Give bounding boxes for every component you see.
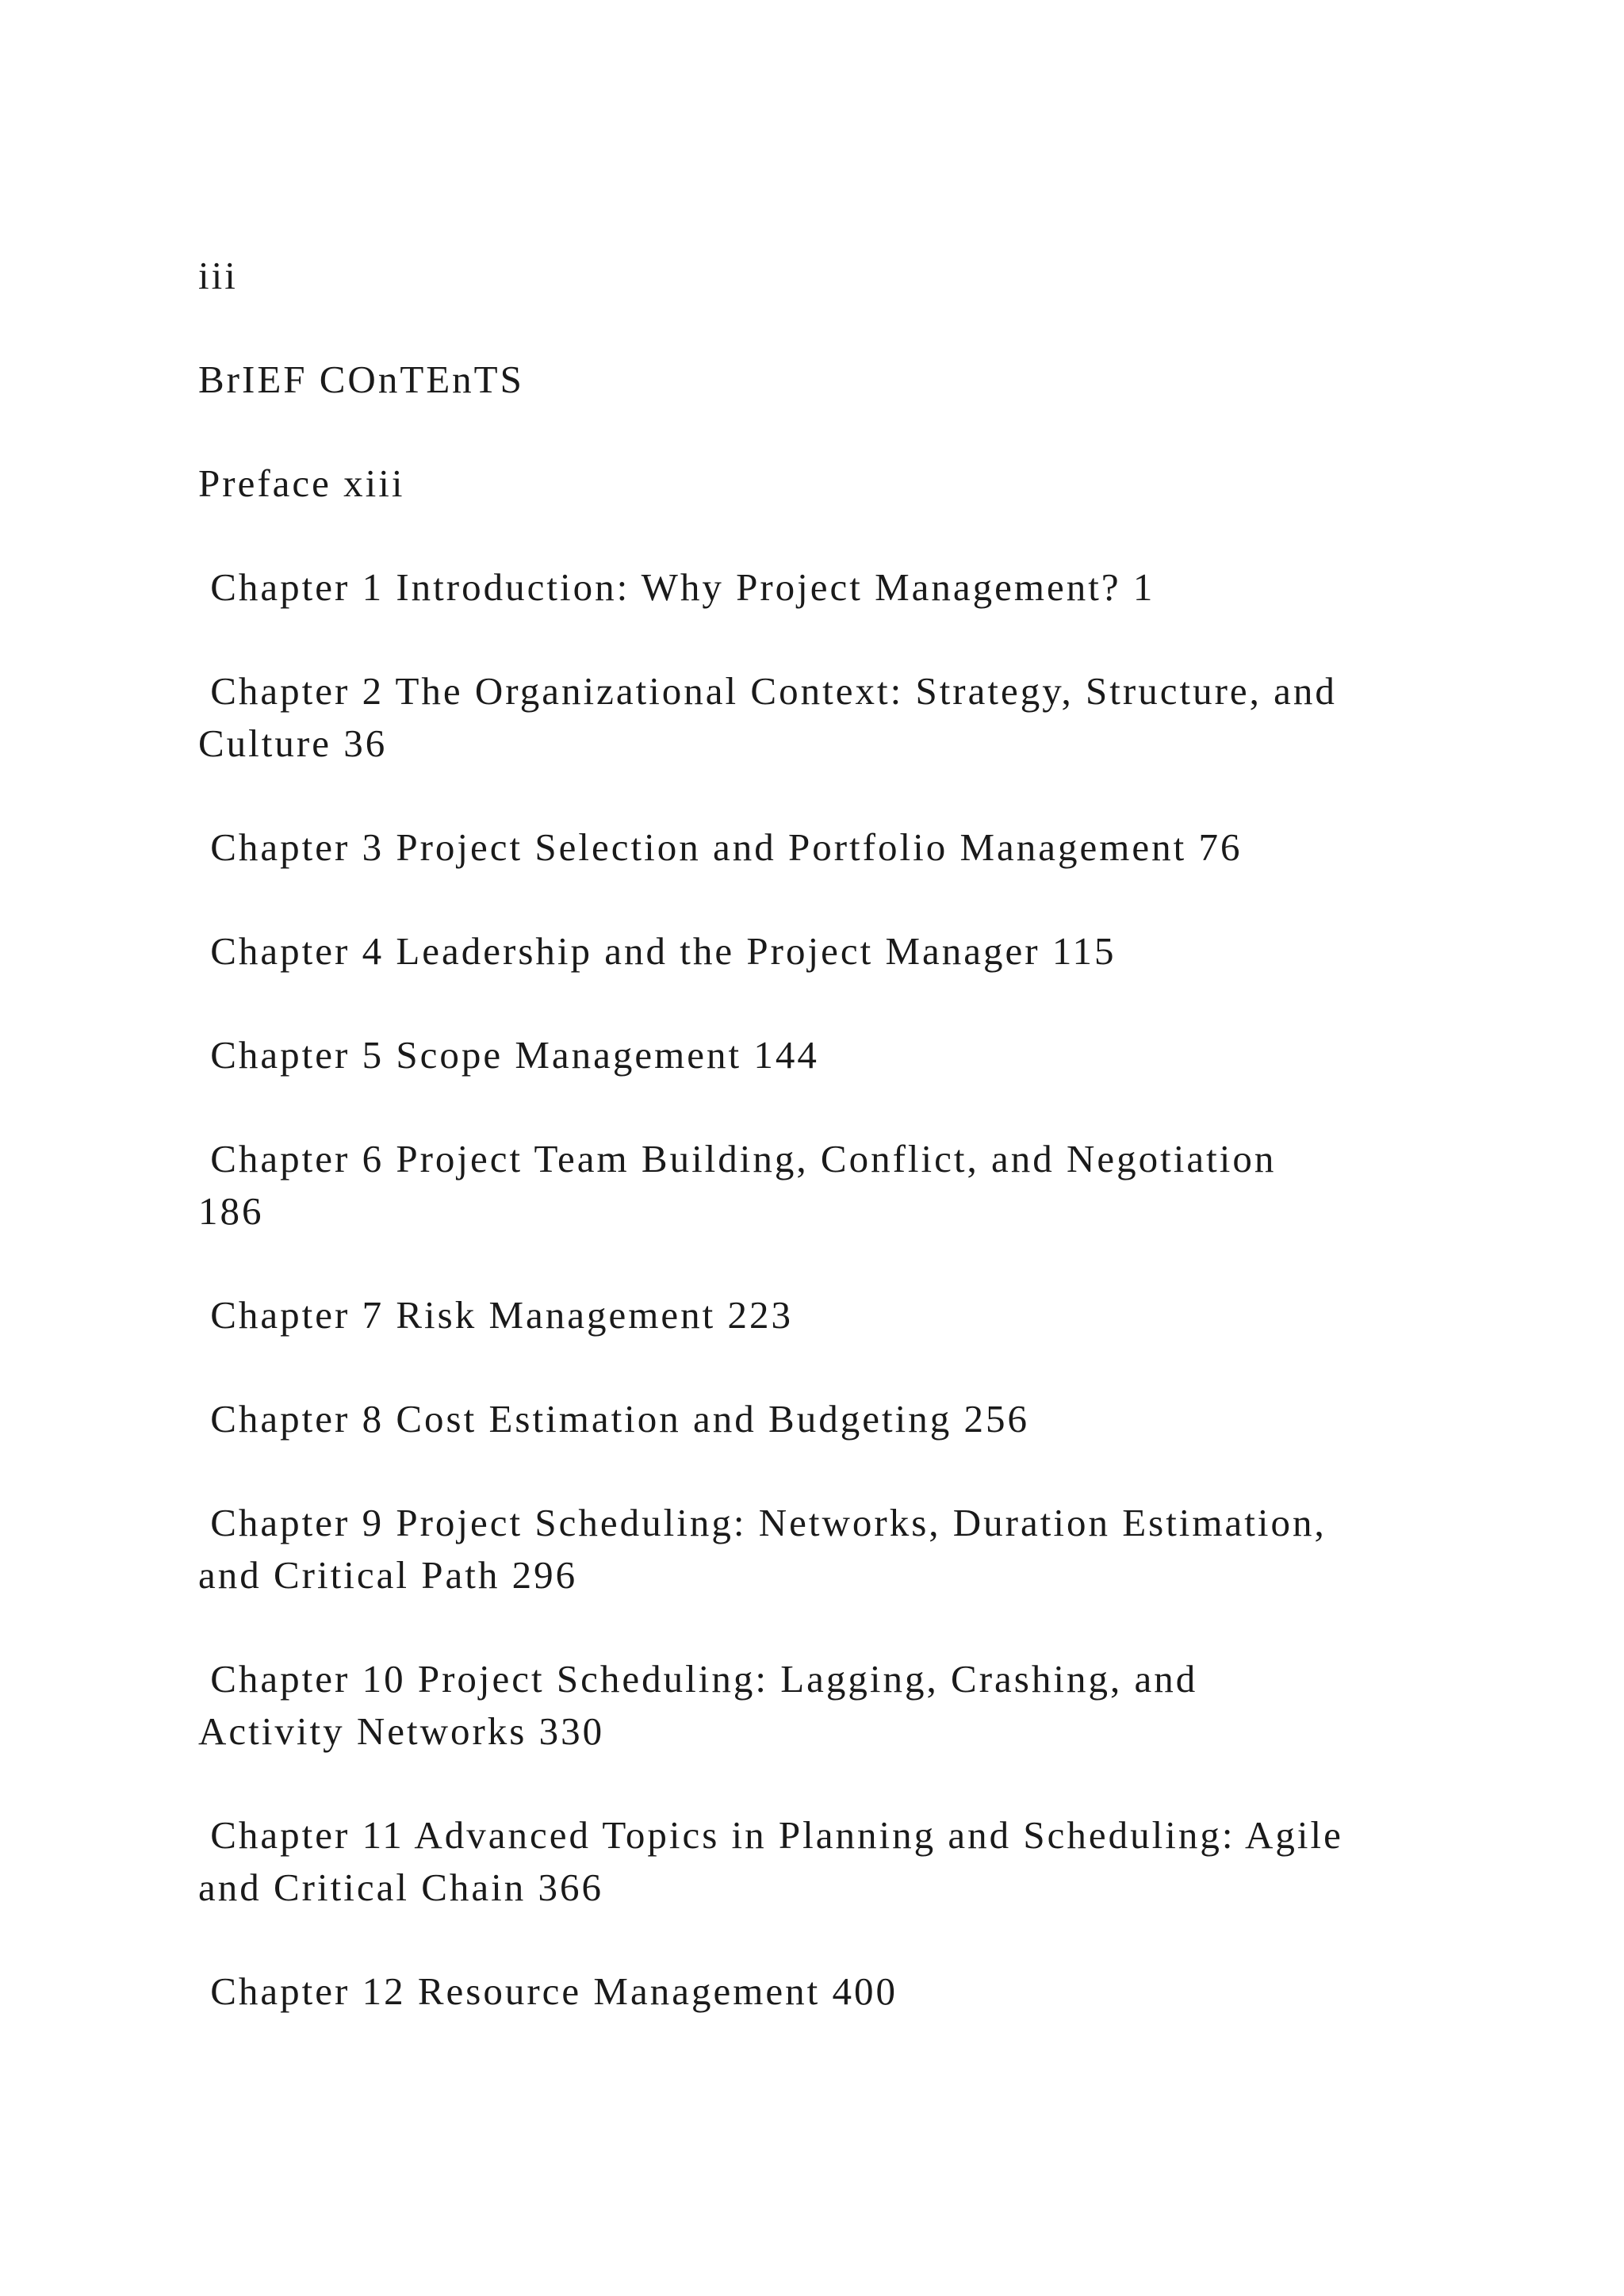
toc-entry-chapter-8: Chapter 8 Cost Estimation and Budgeting 256 <box>198 1397 1029 1441</box>
toc-entry-chapter-11: Chapter 11 Advanced Topics in Planning and Scheduling: Agile and Critical Chain 366 <box>198 1813 1343 1909</box>
toc-entry-chapter-3: Chapter 3 Project Selection and Portfolio Management 76 <box>198 825 1243 869</box>
toc-entry-chapter-6: Chapter 6 Project Team Building, Conflict, and Negotiation 186 <box>198 1137 1277 1233</box>
toc-entry-chapter-9: Chapter 9 Project Scheduling: Networks, Duration Estimation, and Critical Path 296 <box>198 1501 1327 1597</box>
toc-entry-chapter-10: Chapter 10 Project Scheduling: Lagging, Crashing, and Activity Networks 330 <box>198 1657 1198 1753</box>
toc-entry-chapter-7: Chapter 7 Risk Management 223 <box>198 1293 794 1337</box>
toc-entry-chapter-5: Chapter 5 Scope Management 144 <box>198 1033 819 1077</box>
page-number: iii <box>198 254 238 297</box>
toc-entry-chapter-1: Chapter 1 Introduction: Why Project Management? 1 <box>198 565 1155 609</box>
contents-heading: BrIEF COnTEnTS <box>198 358 524 401</box>
preface-entry: Preface xiii <box>198 461 405 505</box>
toc-entry-chapter-4: Chapter 4 Leadership and the Project Manager 115 <box>198 929 1116 973</box>
toc-entry-chapter-2: Chapter 2 The Organizational Context: Strategy, Structure, and Culture 36 <box>198 669 1337 765</box>
toc-entry-chapter-12: Chapter 12 Resource Management 400 <box>198 1969 898 2013</box>
